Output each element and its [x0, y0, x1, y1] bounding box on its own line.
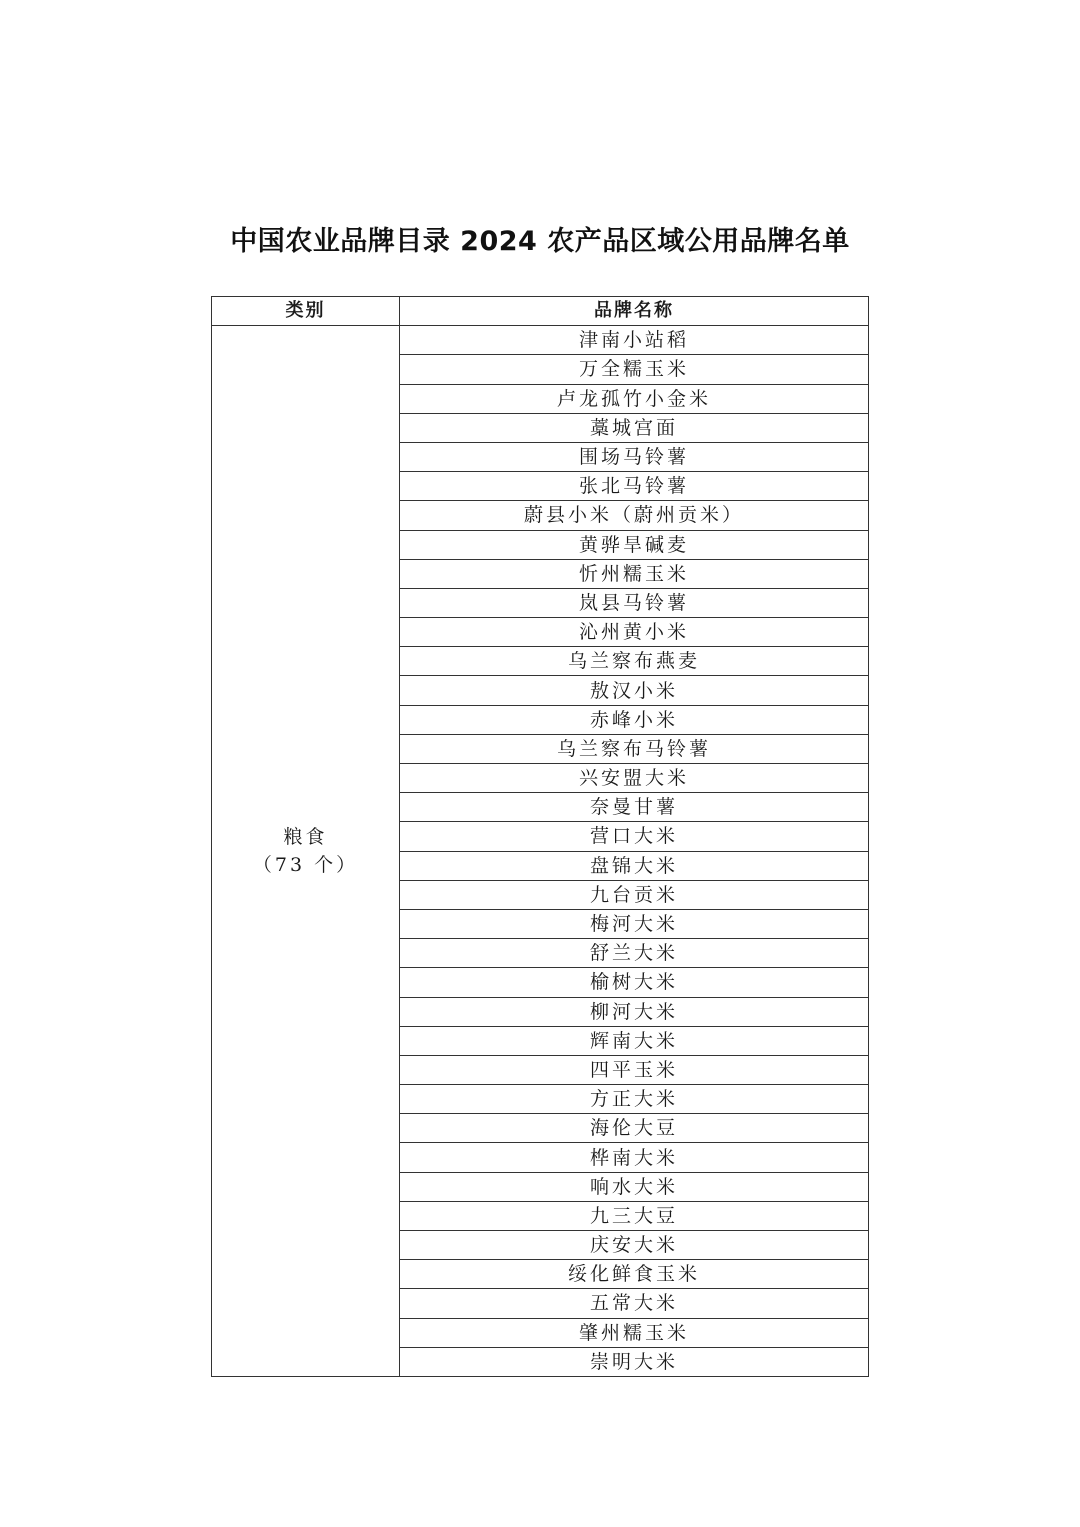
brand-name-cell: 卢龙孤竹小金米 — [400, 384, 869, 413]
brand-name-cell: 九三大豆 — [400, 1201, 869, 1230]
brand-table — [211, 296, 869, 1377]
brand-name-cell: 乌兰察布燕麦 — [400, 647, 869, 676]
brand-name-cell: 四平玉米 — [400, 1055, 869, 1084]
brand-name-cell: 蔚县小米（蔚州贡米） — [400, 501, 869, 530]
category-name: 粮食 — [283, 826, 328, 849]
brand-column-header: 品牌名称 — [400, 297, 869, 326]
brand-name-cell: 张北马铃薯 — [400, 472, 869, 501]
brand-name-cell: 营口大米 — [400, 822, 869, 851]
brand-name-cell: 黄骅旱碱麦 — [400, 530, 869, 559]
brand-name-cell: 柳河大米 — [400, 997, 869, 1026]
brand-name-cell: 敖汉小米 — [400, 676, 869, 705]
brand-name-cell: 桦南大米 — [400, 1143, 869, 1172]
brand-name-cell: 奈曼甘薯 — [400, 793, 869, 822]
table-row — [212, 326, 869, 355]
document-title: 中国农业品牌目录 2024 农产品区域公用品牌名单 — [230, 226, 850, 257]
brand-name-cell: 岚县马铃薯 — [400, 588, 869, 617]
brand-name-cell: 九台贡米 — [400, 880, 869, 909]
brand-table-body — [212, 326, 869, 1377]
brand-name-cell: 辉南大米 — [400, 1026, 869, 1055]
brand-name-cell: 榆树大米 — [400, 968, 869, 997]
brand-name-cell: 忻州糯玉米 — [400, 559, 869, 588]
brand-name-cell: 肇州糯玉米 — [400, 1318, 869, 1347]
category-count: （73 个） — [252, 854, 359, 877]
category-column-header: 类别 — [212, 297, 400, 326]
brand-name-cell: 兴安盟大米 — [400, 764, 869, 793]
brand-name-cell: 方正大米 — [400, 1085, 869, 1114]
brand-name-cell: 响水大米 — [400, 1172, 869, 1201]
brand-name-cell: 围场马铃薯 — [400, 442, 869, 471]
brand-name-cell: 沁州黄小米 — [400, 618, 869, 647]
category-cell — [212, 326, 400, 1377]
brand-name-cell: 藁城宫面 — [400, 413, 869, 442]
brand-name-cell: 绥化鲜食玉米 — [400, 1260, 869, 1289]
brand-name-cell: 海伦大豆 — [400, 1114, 869, 1143]
brand-name-cell: 舒兰大米 — [400, 939, 869, 968]
brand-name-cell: 盘锦大米 — [400, 851, 869, 880]
brand-name-cell: 赤峰小米 — [400, 705, 869, 734]
brand-name-cell: 五常大米 — [400, 1289, 869, 1318]
brand-name-cell: 崇明大米 — [400, 1347, 869, 1376]
brand-name-cell: 乌兰察布马铃薯 — [400, 734, 869, 763]
brand-name-cell: 津南小站稻 — [400, 326, 869, 355]
brand-name-cell: 万全糯玉米 — [400, 355, 869, 384]
brand-name-cell: 庆安大米 — [400, 1231, 869, 1260]
brand-name-cell: 梅河大米 — [400, 909, 869, 938]
table-header-row — [212, 297, 869, 326]
